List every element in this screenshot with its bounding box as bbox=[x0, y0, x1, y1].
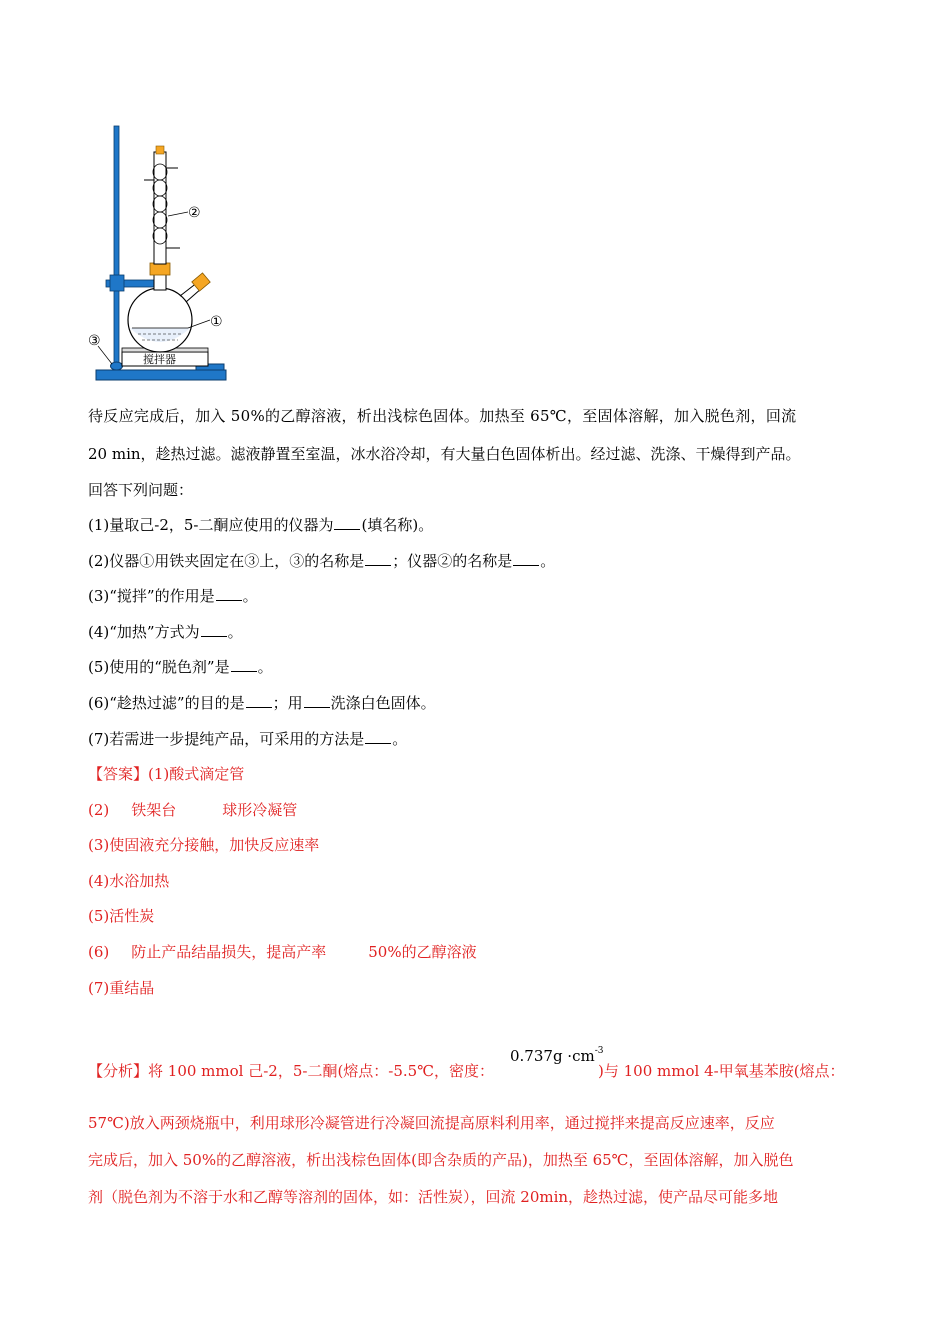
answer-7: (7)重结晶 bbox=[88, 979, 155, 997]
body-line-1: 待反应完成后，加入 50%的乙醇溶液，析出浅棕色固体。加热至 65℃，至固体溶解，加入脱色剂，回流 bbox=[88, 407, 797, 425]
answer-2: (2) 铁架台 球形冷凝管 bbox=[88, 801, 298, 819]
answer-blank[interactable] bbox=[334, 515, 360, 530]
analysis-line-3: 完成后，加入 50%的乙醇溶液，析出浅棕色固体(即含杂质的产品)，加热至 65℃，至固体溶解，加入脱色 bbox=[88, 1151, 794, 1169]
question-5: (5)使用的“脱色剂”是 。 bbox=[88, 658, 273, 676]
question-7: (7)若需进一步提纯产品，可采用的方法是 。 bbox=[88, 730, 408, 748]
question-3: (3)“搅拌”的作用是 。 bbox=[88, 587, 258, 605]
answer-blank[interactable] bbox=[304, 693, 330, 708]
question-2: (2)仪器①用铁夹固定在③上，③的名称是 ；仪器②的名称是 。 bbox=[88, 552, 556, 570]
label-1: ① bbox=[210, 314, 223, 330]
answer-blank[interactable] bbox=[365, 551, 391, 566]
answer-blank[interactable] bbox=[231, 657, 257, 672]
answer-5: (5)活性炭 bbox=[88, 907, 155, 925]
answer-tag: 【答案】 bbox=[88, 765, 149, 783]
label-3: ③ bbox=[88, 333, 101, 349]
answer-blank[interactable] bbox=[216, 586, 242, 601]
apparatus-figure bbox=[88, 120, 238, 390]
answer-3: (3)使固液充分接触，加快反应速率 bbox=[88, 836, 320, 854]
question-4: (4)“加热”方式为 。 bbox=[88, 623, 243, 641]
answer-1: 【答案】(1)酸式滴定管 bbox=[88, 765, 245, 783]
answer-4: (4)水浴加热 bbox=[88, 872, 170, 890]
stand-base bbox=[96, 370, 226, 380]
analysis-line-4: 剂（脱色剂为不溶于水和乙醇等溶剂的固体，如：活性炭），回流 20min，趁热过滤，使产品尽可能多地 bbox=[88, 1188, 779, 1206]
body-line-3: 回答下列问题： bbox=[88, 481, 194, 499]
side-stopper bbox=[192, 273, 210, 291]
ball-condenser bbox=[154, 152, 166, 264]
two-neck-flask bbox=[128, 288, 192, 352]
analysis-line-1: 【分析】将 100 mmol 己-2，5-二酮(熔点：-5.5℃，密度： )与 100 mmol 4-甲氧基苯胺(熔点： bbox=[88, 1062, 845, 1080]
question-1: (1)量取己-2，5-二酮应使用的仪器为 (填名称)。 bbox=[88, 516, 434, 534]
answer-blank[interactable] bbox=[201, 622, 227, 637]
answer-blank[interactable] bbox=[246, 693, 272, 708]
stand-rod bbox=[114, 126, 119, 370]
analysis-tag: 【分析】 bbox=[88, 1062, 149, 1080]
answer-blank[interactable] bbox=[513, 551, 539, 566]
body-line-2: 20 min，趁热过滤。滤液静置至室温，冰水浴冷却，有大量白色固体析出。经过滤、洗涤、干燥得到产品。 bbox=[88, 445, 801, 463]
center-stopper bbox=[150, 263, 170, 275]
analysis-line-2: 57℃)放入两颈烧瓶中，利用球形冷凝管进行冷凝回流提高原料利用率，通过搅拌来提高反应速率，反应 bbox=[88, 1114, 775, 1132]
stirrer-label: 搅拌器 bbox=[143, 353, 176, 366]
answer-6: (6) 防止产品结晶损失，提高产率 50%的乙醇溶液 bbox=[88, 943, 477, 961]
density-formula: $0.737g \cdot cm^{-3}$ bbox=[510, 1046, 604, 1065]
answer-blank[interactable] bbox=[365, 729, 391, 744]
question-6: (6)“趁热过滤”的目的是 ；用 洗涤白色固体。 bbox=[88, 694, 436, 712]
label-2: ② bbox=[188, 205, 201, 221]
